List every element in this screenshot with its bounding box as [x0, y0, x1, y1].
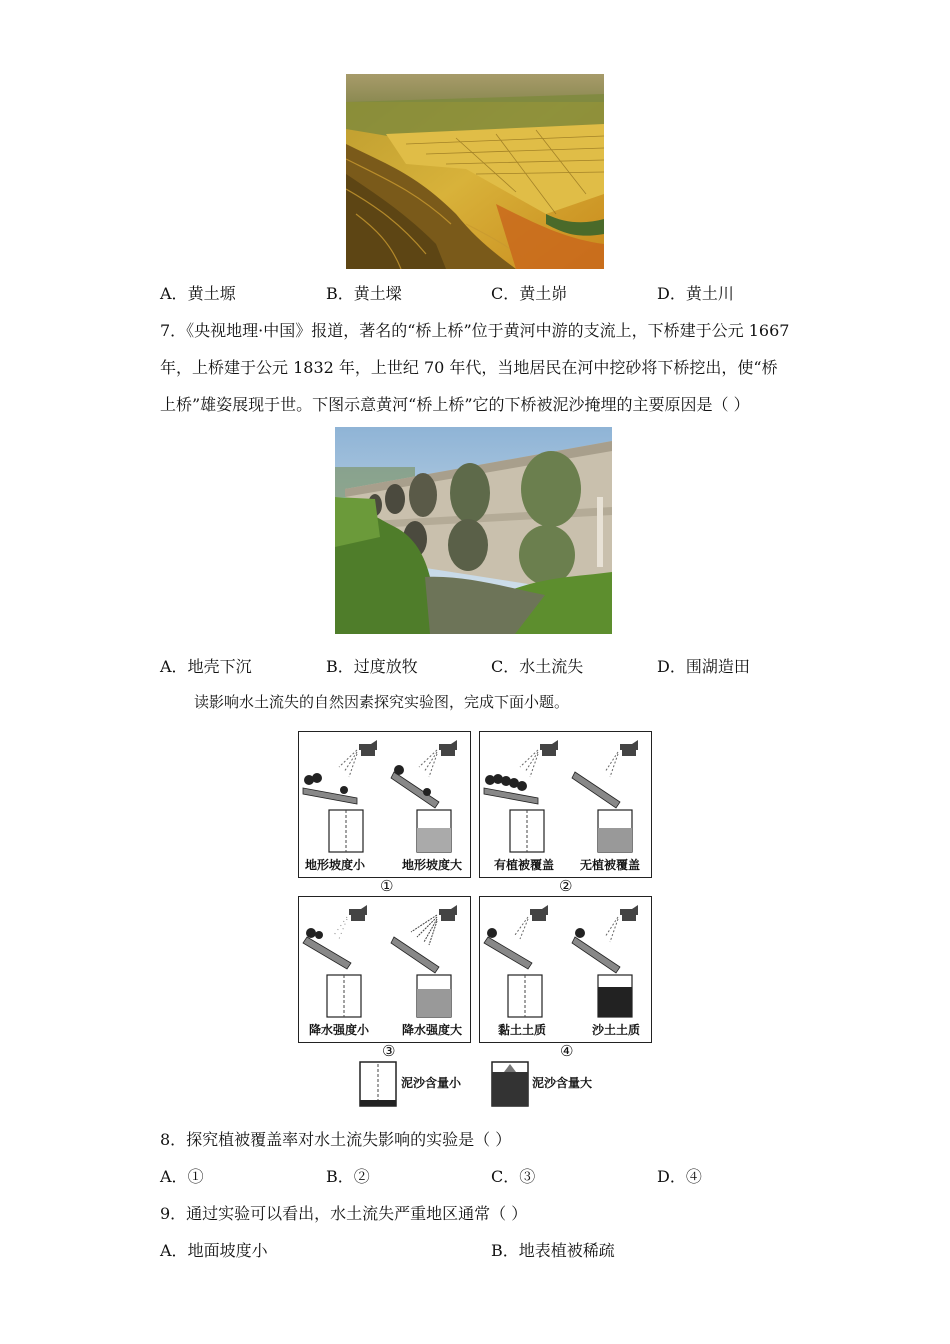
experiment-panel-2: [479, 731, 652, 878]
material-intro: 读影响水土流失的自然因素探究实验图，完成下面小题。: [194, 693, 570, 711]
panel-4-left-label: 黏土土质: [498, 1023, 547, 1037]
panel-3-right-label: 降水强度大: [402, 1023, 463, 1037]
option-b[interactable]: [491, 1238, 615, 1261]
panel-4-right-label: 沙土土质: [592, 1023, 641, 1037]
experiment-panel-1: [298, 731, 471, 878]
question-7-line-1: 7．《央视地理·中国》报道，著名的“桥上桥”位于黄河中游的支流上，下桥建于公元 1667: [160, 321, 790, 340]
option-letter: A．: [160, 1241, 188, 1260]
option-b[interactable]: [326, 1164, 370, 1187]
option-d[interactable]: [657, 281, 734, 304]
option-b[interactable]: [326, 281, 402, 304]
option-a[interactable]: [160, 654, 252, 677]
option-text: 地表植被稀疏: [518, 1241, 615, 1260]
legend-high-label: 泥沙含量大: [532, 1076, 593, 1090]
question-7-line-2: 年，上桥建于公元 1832 年，上世纪 70 年代，当地居民在河中挖砂将下桥挖出，使“桥: [160, 358, 778, 377]
panel-2-left-label: 有植被覆盖: [494, 858, 555, 872]
option-text: 黄土峁: [519, 284, 568, 303]
option-a[interactable]: [160, 1238, 268, 1261]
option-text: 地面坡度小: [187, 1241, 268, 1260]
option-a[interactable]: [160, 281, 236, 304]
legend-low-label: 泥沙含量小: [401, 1076, 462, 1090]
panel-4-number: ④: [560, 1042, 574, 1060]
panel-1-right-label: 地形坡度大: [402, 858, 463, 872]
option-letter: D．: [657, 1167, 686, 1186]
option-text: 黄土塬: [187, 284, 236, 303]
option-letter: A．: [160, 284, 188, 303]
option-c[interactable]: [491, 281, 567, 304]
option-letter: D．: [657, 657, 686, 676]
option-text: 水土流失: [519, 657, 584, 676]
legend-beaker-high-icon: [490, 1060, 530, 1108]
bridge-on-bridge-photo: [335, 427, 612, 634]
panel-1-number: ①: [380, 877, 394, 895]
loess-landform-photo: [346, 74, 604, 269]
option-letter: D．: [657, 284, 686, 303]
panel-2-number: ②: [559, 877, 573, 895]
option-c[interactable]: [491, 654, 583, 677]
option-text: ②: [353, 1167, 370, 1186]
experiment-panel-4: [479, 896, 652, 1043]
option-letter: B．: [491, 1241, 519, 1260]
experiment-panel-3: [298, 896, 471, 1043]
legend-beaker-low-icon: [358, 1060, 398, 1108]
option-letter: B．: [326, 284, 354, 303]
option-text: ③: [519, 1167, 536, 1186]
panel-1-left-label: 地形坡度小: [305, 858, 366, 872]
option-a[interactable]: [160, 1164, 204, 1187]
option-b[interactable]: [326, 654, 418, 677]
question-9-stem: 9．通过实验可以看出，水土流失严重地区通常（ ）: [160, 1204, 528, 1223]
panel-3-number: ③: [382, 1042, 396, 1060]
panel-3-left-label: 降水强度小: [309, 1023, 370, 1037]
option-text: 过度放牧: [353, 657, 418, 676]
question-8-stem: 8．探究植被覆盖率对水土流失影响的实验是（ ）: [160, 1130, 512, 1149]
option-text: ①: [187, 1167, 204, 1186]
option-letter: C．: [491, 1167, 520, 1186]
question-7-line-3: 上桥”雄姿展现于世。下图示意黄河“桥上桥”它的下桥被泥沙掩埋的主要原因是（ ）: [160, 395, 750, 414]
option-text: ④: [685, 1167, 702, 1186]
option-text: 黄土墚: [353, 284, 402, 303]
option-d[interactable]: [657, 1164, 702, 1187]
option-letter: C．: [491, 657, 520, 676]
option-c[interactable]: [491, 1164, 535, 1187]
option-d[interactable]: [657, 654, 750, 677]
option-text: 地壳下沉: [187, 657, 252, 676]
option-letter: A．: [160, 657, 188, 676]
panel-2-right-label: 无植被覆盖: [580, 858, 641, 872]
option-text: 围湖造田: [685, 657, 750, 676]
option-letter: A．: [160, 1167, 188, 1186]
option-letter: B．: [326, 657, 354, 676]
option-text: 黄土川: [685, 284, 734, 303]
option-letter: C．: [491, 284, 520, 303]
option-letter: B．: [326, 1167, 354, 1186]
